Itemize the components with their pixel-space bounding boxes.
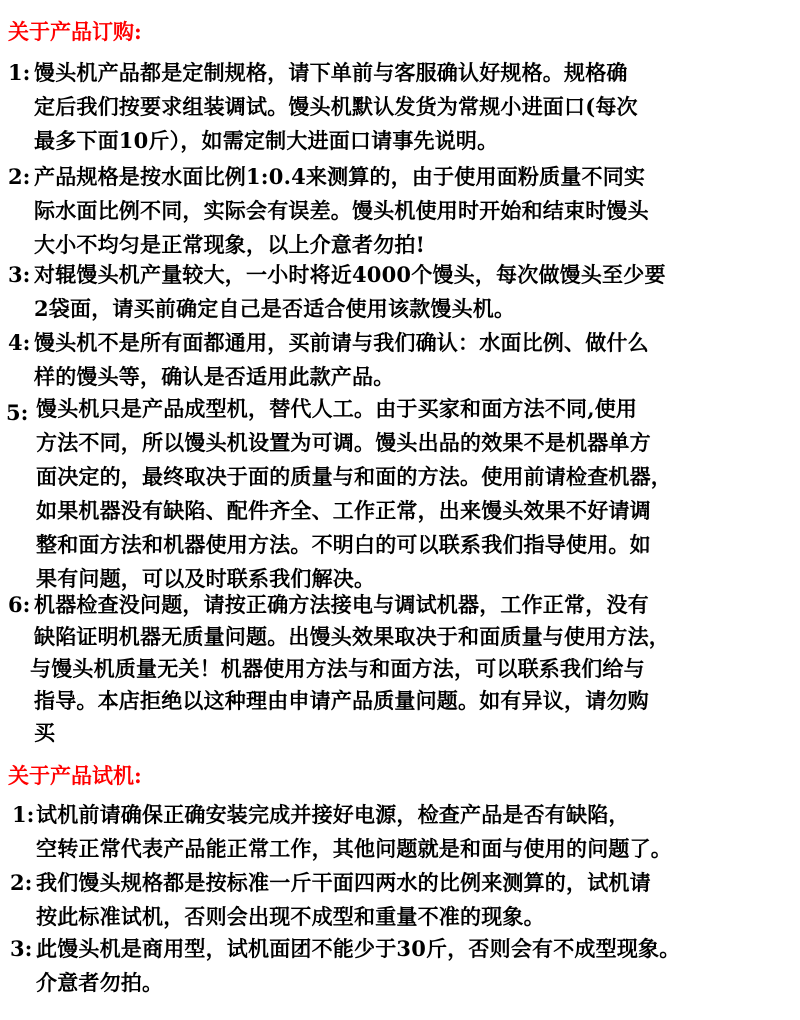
item-line: 指导。本店拒绝以这种理由申请产品质量问题。如有异议，请勿购: [34, 688, 649, 713]
item-number: 1:: [12, 802, 35, 827]
item-number: 3:: [10, 936, 33, 961]
trial-section-title: 关于产品试机:: [8, 763, 142, 788]
item-line: 我们馒头规格都是按标准一斤干面四两水的比例来测算的，试机请: [36, 870, 651, 895]
item-line: 介意者勿拍。: [36, 970, 164, 995]
item-line: 与馒头机质量无关！机器使用方法与和面方法，可以联系我们给与: [30, 656, 645, 681]
item-number: 3:: [8, 262, 31, 287]
item-line: 产品规格是按水面比例1:0.4来测算的，由于使用面粉质量不同实: [34, 164, 646, 189]
item-number: 2:: [8, 164, 31, 189]
item-line: 际水面比例不同，实际会有误差。馒头机使用时开始和结束时馒头: [34, 198, 649, 223]
item-line: 大小不均匀是正常现象，以上介意者勿拍!: [34, 232, 426, 257]
item-line: 如果机器没有缺陷、配件齐全、工作正常，出来馒头效果不好请调: [36, 498, 651, 523]
item-line: 定后我们按要求组装调试。馒头机默认发货为常规小进面口(每次: [34, 94, 638, 119]
item-line: 试机前请确保正确安装完成并接好电源，检查产品是否有缺陷，: [36, 802, 630, 827]
item-line: 果有问题，可以及时联系我们解决。: [36, 566, 376, 591]
item-line: 馒头机不是所有面都通用，买前请与我们确认：水面比例、做什么: [34, 330, 649, 355]
item-line: 买: [34, 720, 56, 745]
item-line: 整和面方法和机器使用方法。不明白的可以联系我们指导使用。如: [36, 532, 651, 557]
item-line: 方法不同，所以馒头机设置为可调。馒头出品的效果不是机器单方: [36, 430, 651, 455]
item-line: 空转正常代表产品能正常工作，其他问题就是和面与使用的问题了。: [36, 836, 672, 861]
item-number: 6:: [8, 592, 31, 617]
item-line: 机器检查没问题，请按正确方法接电与调试机器，工作正常，没有: [34, 592, 649, 617]
item-number: 1:: [8, 60, 31, 85]
item-line: 馒头机产品都是定制规格，请下单前与客服确认好规格。规格确: [34, 60, 628, 85]
item-line: 对辊馒头机产量较大，一小时将近4000个馒头，每次做馒头至少要: [34, 262, 666, 287]
item-line: 最多下面10斤），如需定制大进面口请事先说明。: [34, 128, 499, 153]
item-line: 样的馒头等，确认是否适用此款产品。: [34, 364, 395, 389]
item-line: 缺陷证明机器无质量问题。出馒头效果取决于和面质量与使用方法，: [34, 624, 670, 649]
item-line: 面决定的，最终取决于面的质量与和面的方法。使用前请检查机器，: [36, 464, 672, 489]
item-number: 4:: [8, 330, 31, 355]
item-line: 按此标准试机，否则会出现不成型和重量不准的现象。: [36, 904, 545, 929]
item-number: 2:: [10, 870, 33, 895]
item-line: 此馒头机是商用型，试机面团不能少于30斤，否则会有不成型现象。: [36, 936, 681, 961]
order-section-title: 关于产品订购:: [8, 19, 142, 44]
item-line: 馒头机只是产品成型机，替代人工。由于买家和面方法不同,使用: [36, 396, 638, 421]
item-line: 2袋面，请买前确定自己是否适合使用该款馒头机。: [34, 296, 516, 321]
item-number: 5:: [6, 400, 29, 425]
